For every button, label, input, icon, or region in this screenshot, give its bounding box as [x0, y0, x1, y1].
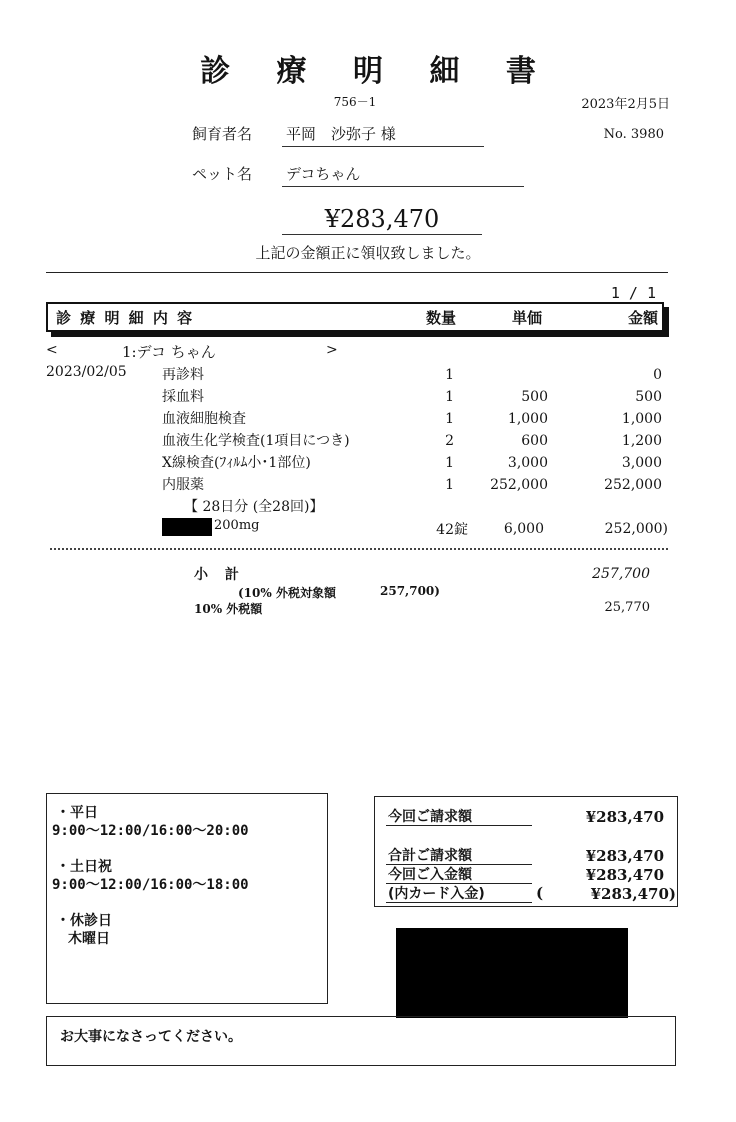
list-item-amount: 252,000: [604, 477, 662, 493]
drug-amount: 252,000): [604, 521, 668, 537]
card-payment-paren: (: [536, 884, 544, 902]
billing-underline: [386, 902, 532, 903]
patient-next-icon: >: [326, 342, 338, 358]
issue-date: 2023年2月5日: [581, 97, 670, 112]
list-item-qty: 1: [445, 367, 454, 383]
document-title: 診 療 明 細 書: [200, 54, 554, 89]
drug-qty: 42錠: [436, 522, 468, 538]
header-amount: 金額: [627, 309, 658, 327]
redacted-stamp: [396, 928, 628, 1018]
paid-value: ¥283,470: [585, 866, 664, 884]
header-item: 診 療 明 細 内 容: [56, 309, 195, 327]
tax-label: 10% 外税額: [194, 602, 263, 616]
weekday-hours: 9:00～12:00/16:00～20:00: [52, 823, 249, 839]
owner-name: 平岡 沙弥子 様: [282, 123, 484, 147]
list-item-name: 採血料: [162, 389, 204, 405]
list-item-qty: 1: [445, 455, 454, 471]
list-item-qty: 1: [445, 477, 454, 493]
dosage-note: 【 28日分 (全28回)】: [184, 499, 324, 515]
list-item-qty: 2: [445, 433, 454, 449]
receipt-note: 上記の金額正に領収致しました。: [255, 244, 481, 262]
header-unit-price: 単価: [512, 309, 543, 327]
list-item-name: 内服薬: [162, 477, 204, 493]
weekday-label: ・平日: [56, 805, 98, 821]
list-item-qty: 1: [445, 389, 454, 405]
closing-message: お大事になさってください。: [60, 1029, 242, 1045]
divider: [46, 272, 668, 273]
taxable-label: (10% 外税対象額: [238, 586, 336, 600]
current-billing-value: ¥283,470: [585, 808, 664, 826]
list-item-amount: 3,000: [621, 455, 662, 471]
list-item-amount: 1,000: [621, 411, 662, 427]
closed-label: ・休診日: [56, 913, 112, 929]
card-payment-label: (内カード入金): [388, 886, 485, 902]
list-item-unit: 3,000: [507, 455, 548, 471]
billing-underline: [386, 825, 532, 826]
list-item-unit: 500: [521, 389, 548, 405]
invoice-number: No. 3980: [603, 127, 664, 142]
total-amount: ¥283,470: [324, 205, 440, 233]
page-indicator: 1 / 1: [610, 284, 656, 302]
list-item-amount: 0: [653, 367, 662, 383]
list-item-unit: 252,000: [490, 477, 548, 493]
current-billing-label: 今回ご請求額: [388, 809, 472, 825]
total-billing-label: 合計ご請求額: [388, 848, 472, 864]
list-item-unit: 1,000: [507, 411, 548, 427]
tax-value: 25,770: [604, 600, 650, 615]
pet-name: デコちゃん: [282, 163, 524, 187]
list-item-name: X線検査(ﾌｨﾙﾑ小･1部位): [162, 455, 311, 471]
list-item-name: 血液細胞検査: [162, 411, 246, 427]
patient-name: 1:デコ ちゃん: [122, 343, 216, 361]
paid-label: 今回ご入金額: [388, 867, 472, 883]
total-billing-value: ¥283,470: [585, 847, 664, 865]
weekend-hours: 9:00～12:00/16:00～18:00: [52, 877, 249, 893]
doc-number: 756－1: [333, 95, 377, 109]
redacted-drug-name: [162, 518, 212, 536]
list-item-name: 再診料: [162, 367, 204, 383]
list-item-name: 血液生化学検査(1項目につき): [162, 433, 350, 449]
card-payment-value: ¥283,470): [590, 885, 676, 903]
patient-prev-icon: <: [46, 342, 58, 358]
dotted-divider: [50, 548, 668, 550]
list-item-amount: 1,200: [621, 433, 662, 449]
taxable-value: 257,700): [380, 584, 440, 598]
total-underline: [282, 234, 482, 235]
drug-strength: 200mg: [214, 518, 260, 533]
pet-label: ペット名: [192, 165, 253, 183]
subtotal-value: 257,700: [592, 566, 650, 582]
list-item-amount: 500: [635, 389, 662, 405]
visit-date: 2023/02/05: [46, 364, 127, 380]
list-item-qty: 1: [445, 411, 454, 427]
subtotal-label: 小 計: [194, 567, 245, 583]
list-item-unit: 600: [521, 433, 548, 449]
owner-label: 飼育者名: [192, 125, 253, 143]
closed-day: 木曜日: [68, 931, 110, 947]
weekend-label: ・土日祝: [56, 859, 112, 875]
header-qty: 数量: [426, 309, 457, 327]
drug-unit: 6,000: [503, 521, 544, 537]
